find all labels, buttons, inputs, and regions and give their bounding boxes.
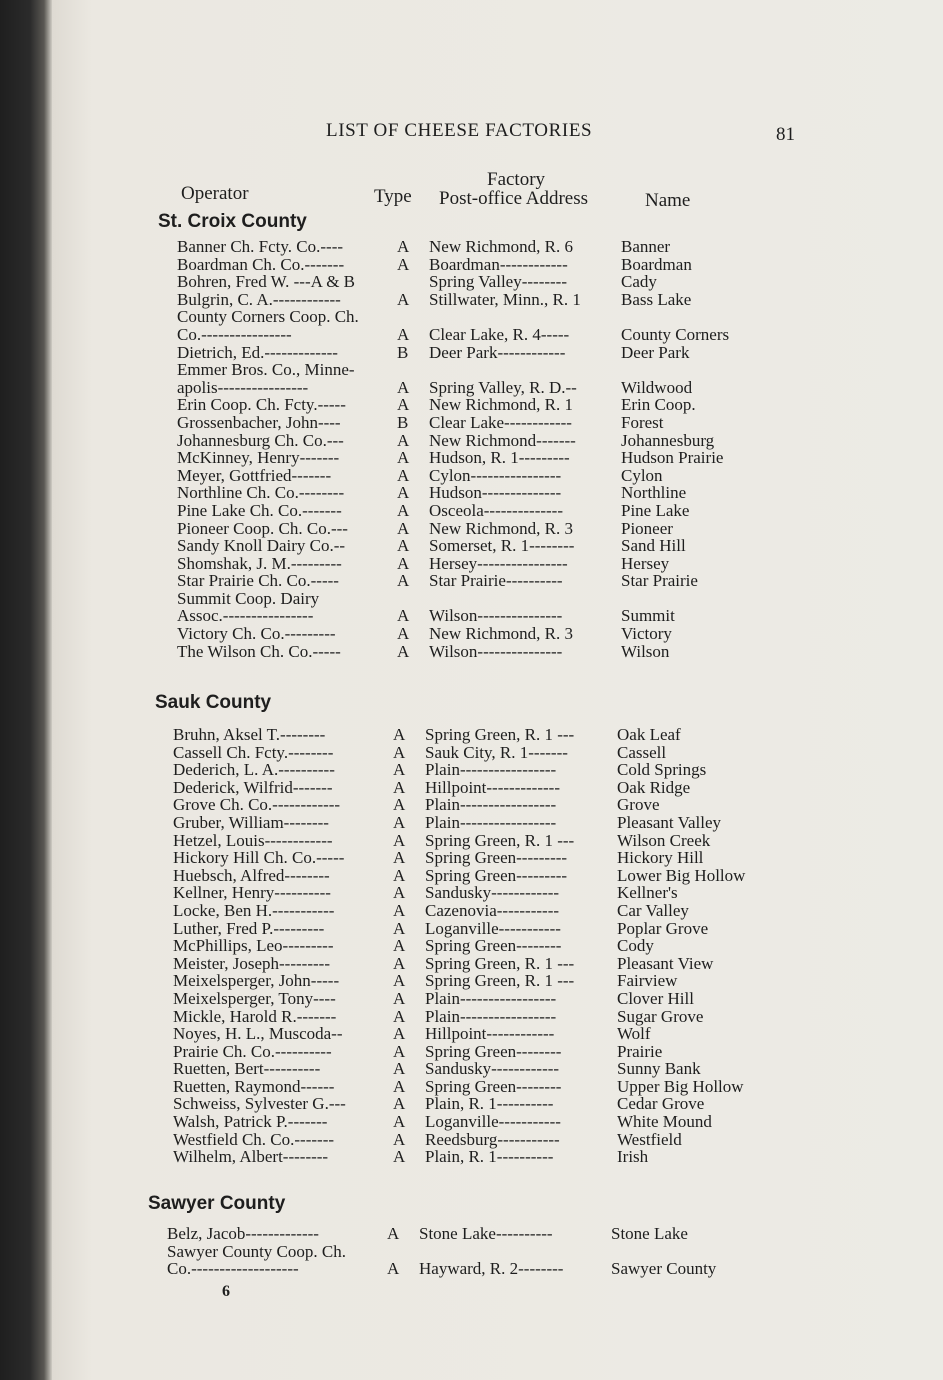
factory-name-cell: Sugar Grove (617, 1006, 704, 1026)
type-cell: A (393, 1006, 406, 1026)
post-office-cell: Plain, R. 1---------- (425, 1094, 554, 1114)
type-cell: A (387, 1224, 400, 1243)
post-office-cell: Spring Green, R. 1 --- (425, 971, 575, 991)
post-office-cell: Cazenovia----------- (425, 900, 560, 920)
post-office-cell: Hudson, R. 1--------- (429, 448, 570, 468)
factory-name-cell: Northline (621, 483, 687, 503)
factory-name-cell: Forest (621, 412, 664, 432)
factory-name-cell: Wilson Creek (617, 830, 711, 850)
factory-name-cell: Wolf (617, 1024, 651, 1044)
factory-name-cell: Poplar Grove (617, 918, 709, 938)
type-cell: A (397, 624, 410, 644)
operator-cell: apolis---------------- (177, 377, 309, 397)
type-cell: A (393, 1041, 406, 1061)
factory-name-cell: Irish (617, 1147, 649, 1167)
operator-cell: Hetzel, Louis------------ (173, 830, 333, 850)
operator-cell: Shomshak, J. M.--------- (177, 553, 342, 573)
operator-cell: Dederich, L. A.---------- (173, 760, 335, 780)
operator-cell: Sawyer County Coop. Ch. (167, 1241, 346, 1261)
operator-cell: McPhillips, Leo--------- (173, 936, 334, 956)
column-header-operator: Operator (181, 183, 249, 204)
type-cell: A (397, 606, 410, 626)
operator-cell: Star Prairie Ch. Co.----- (177, 571, 339, 591)
type-cell: A (393, 830, 406, 850)
factory-name-cell: Grove (617, 795, 660, 815)
operator-cell: The Wilson Ch. Co.----- (177, 641, 341, 661)
operator-cell: Schweiss, Sylvester G.--- (173, 1094, 346, 1114)
operator-cell: Banner Ch. Fcty. Co.---- (177, 237, 344, 256)
post-office-cell: Clear Lake------------ (429, 412, 572, 432)
operator-cell: Grove Ch. Co.------------ (173, 795, 341, 815)
type-cell: A (397, 237, 410, 256)
post-office-cell: Spring Green-------- (425, 936, 562, 956)
operator-cell: Co.---------------- (177, 324, 292, 344)
factory-name-cell: Pioneer (621, 518, 673, 538)
operator-cell: Sandy Knoll Dairy Co.-- (177, 536, 346, 556)
post-office-cell: Plain----------------- (425, 988, 557, 1008)
operator-cell: Belz, Jacob------------- (167, 1224, 319, 1243)
post-office-cell: Somerset, R. 1-------- (429, 536, 575, 556)
operator-cell: Meister, Joseph--------- (173, 953, 330, 973)
type-cell: A (397, 500, 410, 520)
operator-cell: Luther, Fred P.--------- (173, 918, 325, 938)
post-office-cell: Hersey---------------- (429, 553, 568, 573)
type-cell: A (393, 1059, 406, 1079)
post-office-cell: Osceola-------------- (429, 500, 564, 520)
factory-name-cell: Clover Hill (617, 988, 694, 1008)
operator-cell: Wilhelm, Albert-------- (173, 1147, 329, 1167)
post-office-cell: Spring Green-------- (425, 1076, 562, 1096)
type-cell: A (393, 900, 406, 920)
type-cell: A (393, 1094, 406, 1114)
post-office-cell: Hayward, R. 2-------- (419, 1259, 564, 1279)
factory-name-cell: Summit (621, 606, 675, 626)
signature-mark: 6 (222, 1283, 230, 1300)
operator-cell: Summit Coop. Dairy (177, 588, 320, 608)
type-cell: A (393, 865, 406, 885)
type-cell: A (393, 971, 406, 991)
factory-name-cell: Victory (621, 624, 672, 644)
operator-cell: Hickory Hill Ch. Co.----- (173, 848, 345, 868)
factory-name-cell: White Mound (617, 1112, 712, 1132)
operator-cell: Huebsch, Alfred-------- (173, 865, 330, 885)
post-office-cell: Plain----------------- (425, 760, 557, 780)
type-cell: A (397, 254, 410, 274)
post-office-cell: Spring Green, R. 1 --- (425, 830, 575, 850)
type-cell: B (397, 342, 409, 362)
factory-name-cell: Wildwood (621, 377, 693, 397)
post-office-cell: New Richmond, R. 3 (429, 624, 574, 644)
type-cell: A (393, 1076, 406, 1096)
factory-name-cell: Wilson (621, 641, 670, 661)
type-cell: A (397, 536, 410, 556)
type-cell: A (393, 1129, 406, 1149)
factory-name-cell: Sawyer County (611, 1259, 717, 1279)
post-office-cell: Spring Green, R. 1 --- (425, 725, 575, 744)
factory-name-cell: Bass Lake (621, 289, 692, 309)
post-office-cell: Spring Green--------- (425, 848, 568, 868)
post-office-cell: Wilson--------------- (429, 641, 563, 661)
operator-cell: Grossenbacher, John---- (177, 412, 341, 432)
operator-cell: Dederick, Wilfrid------- (173, 777, 333, 797)
operator-cell: Northline Ch. Co.-------- (177, 483, 345, 503)
operator-cell: Gruber, William-------- (173, 812, 329, 832)
operator-cell: Dietrich, Ed.------------- (177, 342, 338, 362)
factory-name-cell: Erin Coop. (621, 395, 696, 415)
post-office-cell: Plain----------------- (425, 795, 557, 815)
operator-cell: Assoc.---------------- (177, 606, 314, 626)
factory-name-cell: Fairview (617, 971, 678, 991)
post-office-cell: Spring Valley, R. D.-- (429, 377, 577, 397)
operator-cell: Johannesburg Ch. Co.--- (177, 430, 344, 450)
type-cell: A (393, 883, 406, 903)
post-office-cell: Hillpoint------------ (425, 1024, 555, 1044)
type-cell: A (397, 518, 410, 538)
factory-name-cell: Cody (617, 936, 654, 956)
operator-cell: Bohren, Fred W. ---A & B (177, 272, 356, 292)
post-office-cell: Sauk City, R. 1------- (425, 742, 568, 762)
post-office-cell: Spring Green-------- (425, 1041, 562, 1061)
post-office-cell: Spring Green, R. 1 --- (425, 953, 575, 973)
type-cell: A (397, 377, 410, 397)
factory-name-cell: Stone Lake (611, 1224, 688, 1243)
factory-name-cell: Hickory Hill (617, 848, 704, 868)
factory-name-cell: Car Valley (617, 900, 689, 920)
operator-cell: Erin Coop. Ch. Fcty.----- (177, 395, 346, 415)
factory-name-cell: Hersey (621, 553, 670, 573)
post-office-cell: Wilson--------------- (429, 606, 563, 626)
post-office-cell: Hudson-------------- (429, 483, 562, 503)
factory-name-cell: Sand Hill (621, 536, 686, 556)
page-title: LIST OF CHEESE FACTORIES (326, 120, 593, 141)
type-cell: A (397, 448, 410, 468)
post-office-cell: Stillwater, Minn., R. 1 (429, 289, 581, 309)
type-cell: A (393, 812, 406, 832)
type-cell: A (393, 848, 406, 868)
county-heading-st-croix: St. Croix County (158, 211, 307, 232)
post-office-cell: Spring Green--------- (425, 865, 568, 885)
type-cell: A (397, 465, 410, 485)
type-cell: A (393, 725, 406, 744)
type-cell: A (393, 742, 406, 762)
factory-name-cell: County Corners (621, 324, 730, 344)
factory-name-cell: Upper Big Hollow (617, 1076, 744, 1096)
operator-cell: Locke, Ben H.----------- (173, 900, 335, 920)
type-cell: A (393, 1024, 406, 1044)
type-cell: A (397, 324, 410, 344)
post-office-cell: Deer Park------------ (429, 342, 566, 362)
operator-cell: Victory Ch. Co.--------- (177, 624, 336, 644)
type-cell: A (397, 289, 410, 309)
book-spine-shadow (0, 0, 52, 1380)
type-cell: A (393, 777, 406, 797)
factory-name-cell: Prairie (617, 1041, 663, 1061)
operator-cell: McKinney, Henry------- (177, 448, 340, 468)
factory-name-cell: Cassell (617, 742, 667, 762)
post-office-cell: New Richmond, R. 6 (429, 237, 574, 256)
operator-cell: Mickle, Harold R.------- (173, 1006, 337, 1026)
factory-name-cell: Cylon (621, 465, 663, 485)
type-cell: A (393, 760, 406, 780)
factory-name-cell: Oak Ridge (617, 777, 691, 797)
factory-name-cell: Cedar Grove (617, 1094, 705, 1114)
operator-cell: Bulgrin, C. A.------------ (177, 289, 341, 309)
post-office-cell: Sandusky------------ (425, 1059, 560, 1079)
post-office-cell: New Richmond------- (429, 430, 576, 450)
post-office-cell: Reedsburg----------- (425, 1129, 560, 1149)
operator-cell: Meyer, Gottfried------- (177, 465, 332, 485)
factory-name-cell: Pleasant Valley (617, 812, 722, 832)
type-cell: A (387, 1259, 400, 1279)
factory-name-cell: Johannesburg (621, 430, 715, 450)
factory-name-cell: Star Prairie (621, 571, 698, 591)
column-header-factory: Factory (487, 169, 546, 190)
factory-name-cell: Cold Springs (617, 760, 707, 780)
factory-name-cell: Banner (621, 237, 671, 256)
operator-cell: Meixelsperger, Tony---- (173, 988, 336, 1008)
factory-name-cell: Pine Lake (621, 500, 690, 520)
operator-cell: Boardman Ch. Co.------- (177, 254, 345, 274)
type-cell: A (393, 1147, 406, 1167)
column-header-type: Type (374, 186, 412, 207)
operator-cell: Emmer Bros. Co., Minne- (177, 360, 355, 380)
type-cell: A (393, 936, 406, 956)
operator-cell: Kellner, Henry---------- (173, 883, 331, 903)
factory-name-cell: Oak Leaf (617, 725, 681, 744)
operator-cell: Pioneer Coop. Ch. Co.--- (177, 518, 348, 538)
factory-name-cell: Kellner's (617, 883, 678, 903)
county-heading-sawyer: Sawyer County (148, 1193, 286, 1214)
factory-name-cell: Cady (621, 272, 657, 292)
type-cell: A (397, 571, 410, 591)
operator-cell: Bruhn, Aksel T.-------- (173, 725, 326, 744)
county-heading-sauk: Sauk County (155, 692, 272, 713)
post-office-cell: Plain----------------- (425, 1006, 557, 1026)
operator-cell: Westfield Ch. Co.------- (173, 1129, 335, 1149)
type-cell: A (397, 483, 410, 503)
post-office-cell: Clear Lake, R. 4----- (429, 324, 570, 344)
factory-name-cell: Boardman (621, 254, 692, 274)
column-header-name: Name (645, 190, 691, 211)
post-office-cell: Sandusky------------ (425, 883, 560, 903)
post-office-cell: Loganville----------- (425, 918, 561, 938)
post-office-cell: Plain----------------- (425, 812, 557, 832)
post-office-cell: Spring Valley-------- (429, 272, 568, 292)
operator-cell: County Corners Coop. Ch. (177, 307, 359, 327)
column-header-post-office: Post-office Address (439, 188, 588, 209)
factory-name-cell: Sunny Bank (617, 1059, 701, 1079)
operator-cell: Meixelsperger, John----- (173, 971, 340, 991)
post-office-cell: Star Prairie---------- (429, 571, 563, 591)
operator-cell: Noyes, H. L., Muscoda-- (173, 1024, 343, 1044)
post-office-cell: Cylon---------------- (429, 465, 562, 485)
factory-name-cell: Lower Big Hollow (617, 865, 746, 885)
factory-name-cell: Pleasant View (617, 953, 714, 973)
post-office-cell: Hillpoint------------- (425, 777, 560, 797)
post-office-cell: Stone Lake---------- (419, 1224, 553, 1243)
operator-cell: Pine Lake Ch. Co.------- (177, 500, 342, 520)
factory-name-cell: Hudson Prairie (621, 448, 724, 468)
type-cell: A (393, 953, 406, 973)
operator-cell: Ruetten, Bert---------- (173, 1059, 321, 1079)
operator-cell: Co.------------------- (167, 1259, 299, 1279)
post-office-cell: Plain, R. 1---------- (425, 1147, 554, 1167)
operator-cell: Cassell Ch. Fcty.-------- (173, 742, 334, 762)
operator-cell: Walsh, Patrick P.------- (173, 1112, 328, 1132)
post-office-cell: New Richmond, R. 3 (429, 518, 574, 538)
type-cell: A (397, 430, 410, 450)
type-cell: B (397, 412, 409, 432)
type-cell: A (393, 988, 406, 1008)
operator-cell: Ruetten, Raymond------ (173, 1076, 335, 1096)
type-cell: A (393, 795, 406, 815)
type-cell: A (393, 1112, 406, 1132)
type-cell: A (397, 395, 410, 415)
factory-name-cell: Deer Park (621, 342, 690, 362)
type-cell: A (397, 553, 410, 573)
post-office-cell: Loganville----------- (425, 1112, 561, 1132)
factory-name-cell: Westfield (617, 1129, 682, 1149)
type-cell: A (393, 918, 406, 938)
page-number: 81 (776, 124, 795, 145)
post-office-cell: Boardman------------ (429, 254, 568, 274)
post-office-cell: New Richmond, R. 1 (429, 395, 574, 415)
operator-cell: Prairie Ch. Co.---------- (173, 1041, 332, 1061)
type-cell: A (397, 641, 410, 661)
